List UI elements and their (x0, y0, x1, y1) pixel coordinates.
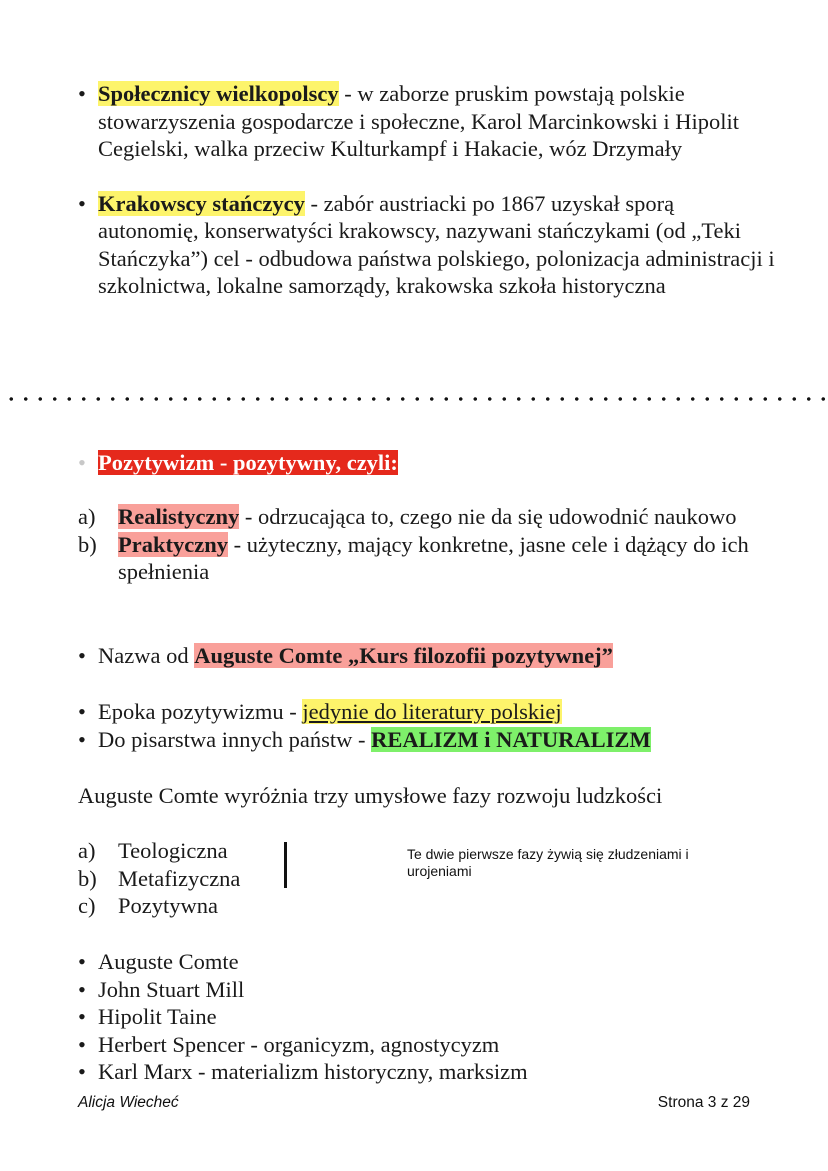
philosopher-text: Hipolit Taine (98, 1004, 217, 1029)
bullet-item-stanczycy (78, 190, 778, 300)
philosopher-text: Herbert Spencer - organicyzm, agnostycyzm (98, 1031, 500, 1057)
text-spolecznicy: - w zaborze pruskim powstają polskie stowarzyszenia gospodarcze i społeczne, Karol Marcinkowski i Hipolit Cegielski, walka przeciw Kulturkampf i Hakacie, wóz Drzymały (98, 81, 740, 161)
name-origin-highlight: Auguste Comte „Kurs filozofii pozytywnej” (194, 643, 613, 668)
philosopher-item (78, 1058, 778, 1086)
bullet-icon: • (78, 699, 86, 724)
phases-list (78, 837, 378, 920)
footer-page-number: Strona 3 z 29 (657, 1094, 750, 1111)
philosopher-item (78, 1003, 778, 1031)
social-activists-section (78, 80, 778, 300)
list-marker: b) (78, 531, 97, 557)
epoch-list (78, 698, 778, 753)
bullet-icon: • (78, 949, 86, 974)
text-realistyczny: - odrzucająca to, czego nie da się udowodnić naukowo (239, 504, 737, 529)
text-stanczycy: - zabór austriacki po 1867 uzyskał sporą autonomię, konserwatyści krakowscy, nazywani stańczykami (od „Teki Stańczyka”) cel - odbudowa państwa polskiego, polonizacja administracji i szkolnictwa, lokalne samorządy, krakowska szkoła historyczna (98, 190, 775, 298)
comte-intro: Auguste Comte wyróżnia trzy umysłowe fazy rozwoju ludzkości (78, 783, 663, 808)
phase-label: Pozytywna (118, 893, 218, 918)
term-stanczycy: Krakowscy stańczycy (98, 190, 305, 216)
name-origin-bullet-row (78, 642, 778, 670)
bullet-icon: • (78, 450, 86, 475)
list-marker: a) (78, 838, 96, 863)
dotted-separator (0, 396, 828, 402)
other-countries-highlight: REALIZM i NATURALIZM (371, 726, 651, 752)
list-marker: c) (78, 893, 96, 918)
other-countries-row (78, 726, 778, 754)
phase-label: Teologiczna (118, 838, 228, 863)
phase-item (78, 865, 378, 893)
bullet-icon: • (78, 81, 86, 106)
list-marker: a) (78, 504, 96, 529)
feature-item (78, 503, 778, 531)
phase-label: Metafizyczna (118, 865, 241, 891)
term-praktyczny: Praktyczny (118, 531, 228, 557)
philosopher-item (78, 1031, 778, 1059)
positivism-heading: Pozytywizm - pozytywny, czyli: (98, 450, 398, 475)
phases-note: Te dwie pierwsze fazy żywią się złudzeniami i urojeniami (407, 846, 689, 879)
bullet-icon: • (78, 643, 86, 668)
list-marker: b) (78, 865, 97, 891)
text-praktyczny: - użyteczny, mający konkretne, jasne cele i dążący do ich spełnienia (118, 531, 749, 584)
philosopher-text: Auguste Comte (98, 949, 239, 974)
philosophers-list (78, 948, 778, 1086)
bullet-icon: • (78, 1031, 86, 1057)
name-origin-prefix: Nazwa od (98, 643, 195, 668)
feature-item (78, 531, 778, 586)
phase-item (78, 892, 378, 920)
epoch-row (78, 698, 778, 726)
bullet-icon: • (78, 976, 86, 1002)
name-origin-row (78, 642, 778, 670)
philosopher-item (78, 948, 778, 976)
bullet-icon: • (78, 1004, 86, 1029)
philosopher-item (78, 976, 778, 1004)
bullet-item-spolecznicy (78, 80, 778, 163)
philosopher-text: John Stuart Mill (98, 976, 245, 1002)
term-realistyczny: Realistyczny (118, 504, 240, 529)
term-spolecznicy: Społecznicy wielkopolscy (98, 81, 339, 106)
philosopher-text: Karl Marx - materializm historyczny, marksizm (98, 1059, 528, 1084)
positivism-heading-row (78, 449, 778, 477)
heading-bullet-row (78, 449, 778, 477)
features-list (78, 503, 778, 586)
other-countries-prefix: Do pisarstwa innych państw - (98, 726, 372, 752)
bullet-icon: • (78, 1059, 86, 1084)
epoch-highlight: jedynie do literatury polskiej (302, 699, 562, 724)
phase-item (78, 837, 378, 865)
epoch-prefix: Epoka pozytywizmu - (98, 699, 303, 724)
bullet-icon: • (78, 726, 86, 752)
footer-author: Alicja Wiecheć (78, 1094, 179, 1111)
bullet-icon: • (78, 190, 86, 216)
phases-bracket-line (284, 842, 287, 888)
